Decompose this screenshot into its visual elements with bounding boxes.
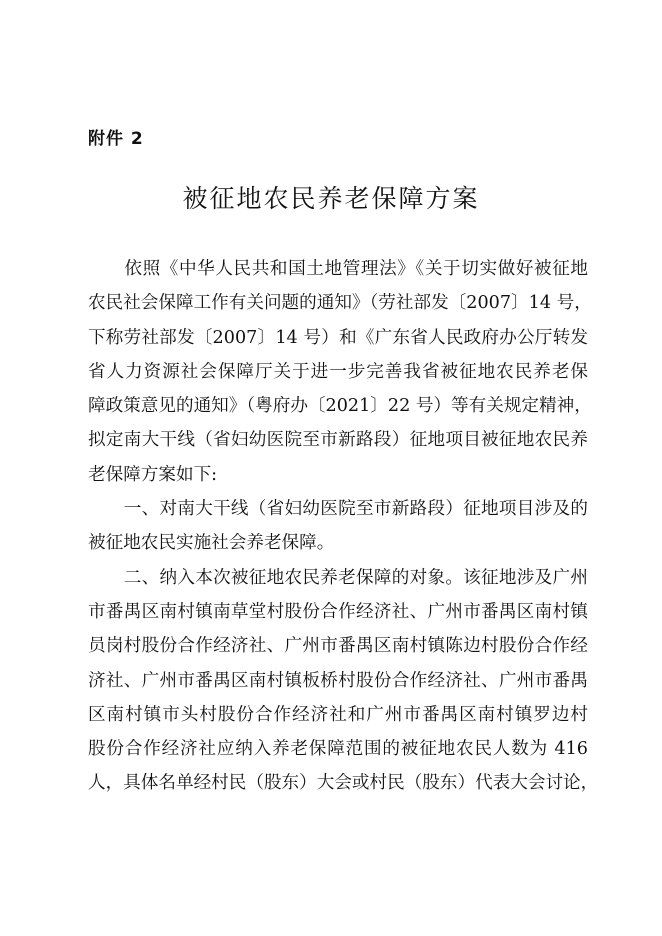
body-line: 市番禺区南村镇南草堂村股份合作经济社、广州市番禺区南村镇 xyxy=(88,601,588,622)
body-line: 障政策意见的通知》（粤府办〔2021〕22 号）等有关规定精神， xyxy=(88,396,592,417)
body-line: 被征地农民实施社会养老保障。 xyxy=(88,533,335,554)
body-line: 老保障方案如下: xyxy=(88,464,218,485)
body-line: 依照《中华人民共和国土地管理法》《关于切实做好被征地 xyxy=(88,259,588,279)
body-line: 农民社会保障工作有关问题的通知》（劳社部发〔2007〕14 号， xyxy=(88,293,592,314)
body-line: 一、对南大干线（省妇幼医院至市新路段）征地项目涉及的 xyxy=(88,499,588,520)
body-line: 二、纳入本次被征地农民养老保障的对象。该征地涉及广州 xyxy=(88,567,588,588)
body-line: 济社、广州市番禺区南村镇板桥村股份合作经济社、广州市番禺 xyxy=(88,670,588,691)
body-line: 下称劳社部发〔2007〕14 号）和《广东省人民政府办公厅转发 xyxy=(88,327,588,348)
body-line: 股份合作经济社应纳入养老保障范围的被征地农民人数为 416 xyxy=(88,739,588,760)
body-line: 省人力资源社会保障厅关于进一步完善我省被征地农民养老保 xyxy=(88,361,588,382)
body-line: 员岗村股份合作经济社、广州市番禺区南村镇陈边村股份合作经 xyxy=(88,636,588,657)
attachment-label: 附件 2 xyxy=(88,129,144,149)
body-line: 人，具体名单经村民（股东）大会或村民（股东）代表大会讨论， xyxy=(88,773,599,794)
document-title: 被征地农民养老保障方案 xyxy=(182,184,480,213)
document-body xyxy=(88,258,599,807)
body-line: 区南村镇市头村股份合作经济社和广州市番禺区南村镇罗边村 xyxy=(88,704,588,725)
body-line: 拟定南大干线（省妇幼医院至市新路段）征地项目被征地农民养 xyxy=(88,430,588,451)
